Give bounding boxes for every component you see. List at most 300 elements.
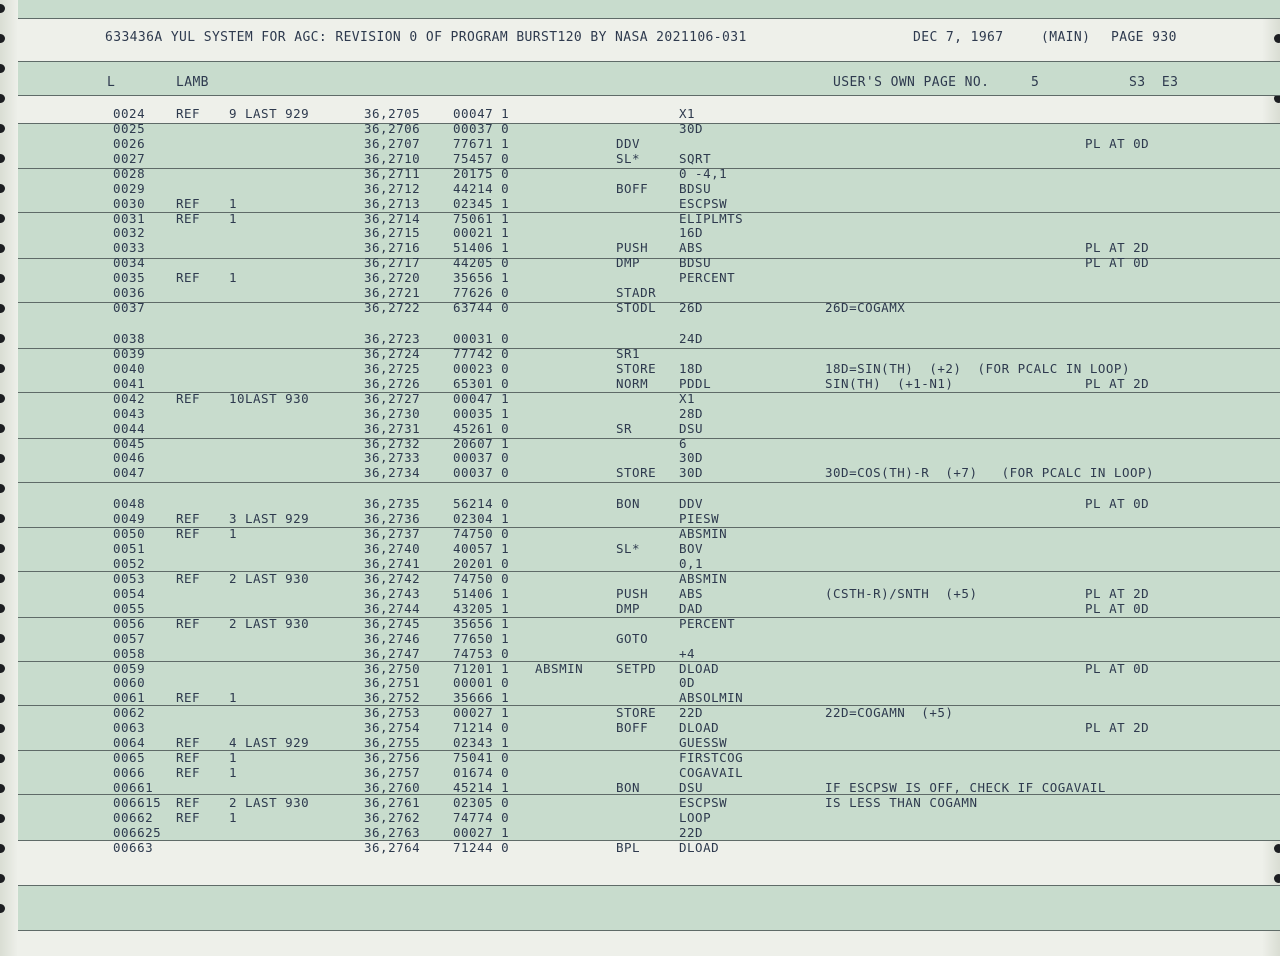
line-number: 0039 xyxy=(113,345,146,361)
octal-code: 74750 0 xyxy=(453,570,510,586)
push-list-note: PL AT 0D xyxy=(1085,496,1150,512)
listing-row xyxy=(0,465,1280,480)
address: 36,2746 xyxy=(364,630,421,646)
opcode: DDV xyxy=(616,135,641,151)
address: 36,2724 xyxy=(364,345,421,361)
line-number: 0031 xyxy=(113,210,146,226)
octal-code: 02343 1 xyxy=(453,735,510,751)
line-number: 0053 xyxy=(113,570,146,586)
address: 36,2733 xyxy=(364,450,421,466)
remark: 22D=COGAMN (+5) xyxy=(825,705,954,721)
address: 36,2727 xyxy=(364,390,421,406)
ref-count: 9 xyxy=(229,106,238,121)
octal-code: 00031 0 xyxy=(453,331,510,347)
address: 36,2714 xyxy=(364,210,421,226)
opcode: STODL xyxy=(616,300,657,316)
address: 36,2752 xyxy=(364,690,421,706)
operand: ABSMIN xyxy=(679,526,728,542)
push-list-note: PL AT 0D xyxy=(1085,255,1150,271)
ref-count: 1 xyxy=(229,526,238,542)
listing-date: DEC 7, 1967 xyxy=(913,30,1004,45)
operand: X1 xyxy=(679,390,696,406)
address: 36,2720 xyxy=(364,270,421,286)
ref-count: 2 xyxy=(229,794,238,810)
listing-row xyxy=(0,601,1280,616)
operand: DLOAD xyxy=(679,720,720,736)
octal-code: 56214 0 xyxy=(453,496,510,512)
push-list-note: PL AT 0D xyxy=(1085,660,1150,676)
push-list-note: PL AT 2D xyxy=(1085,585,1150,601)
ref-count: 1 xyxy=(229,765,238,781)
remark: (CSTH-R)/SNTH (+5) xyxy=(825,585,978,601)
line-number: 0046 xyxy=(113,450,146,466)
octal-code: 00027 1 xyxy=(453,705,510,721)
listing-row xyxy=(0,541,1280,556)
octal-code: 74774 0 xyxy=(453,809,510,825)
operand: 22D xyxy=(679,705,704,721)
octal-code: 00027 1 xyxy=(453,824,510,840)
ref-count: 1 xyxy=(229,809,238,825)
push-list-note: PL AT 2D xyxy=(1085,240,1150,256)
band-rule xyxy=(18,482,1280,483)
opcode: BOFF xyxy=(616,180,649,196)
listing-row xyxy=(0,616,1280,631)
ref-marker: REF xyxy=(176,210,201,226)
octal-code: 20201 0 xyxy=(453,556,510,572)
ref-count: 1 xyxy=(229,750,238,766)
octal-code: 71214 0 xyxy=(453,720,510,736)
octal-code: 51406 1 xyxy=(453,585,510,601)
octal-code: 44214 0 xyxy=(453,180,510,196)
line-number: 0024 xyxy=(113,106,146,121)
octal-code: 01674 0 xyxy=(453,765,510,781)
remark: 18D=SIN(TH) (+2) (FOR PCALC IN LOOP) xyxy=(825,360,1130,376)
listing-row xyxy=(0,765,1280,780)
operand: 26D xyxy=(679,300,704,316)
line-number: 0055 xyxy=(113,600,146,616)
opcode: STORE xyxy=(616,465,657,481)
address: 36,2743 xyxy=(364,585,421,601)
operand: ESCPSW xyxy=(679,195,728,211)
address: 36,2737 xyxy=(364,526,421,542)
operand: ABSOLMIN xyxy=(679,690,744,706)
octal-code: 43205 1 xyxy=(453,600,510,616)
line-number: 0065 xyxy=(113,750,146,766)
octal-code: 02345 1 xyxy=(453,195,510,211)
operand: COGAVAIL xyxy=(679,765,744,781)
operand: ABS xyxy=(679,585,704,601)
operand: LOOP xyxy=(679,809,712,825)
ref-marker: REF xyxy=(176,735,201,751)
push-list-note: PL AT 0D xyxy=(1085,600,1150,616)
opcode: BPL xyxy=(616,839,641,855)
octal-code: 00021 1 xyxy=(453,225,510,241)
remark: 30D=COS(TH)-R (+7) (FOR PCALC IN LOOP) xyxy=(825,465,1155,481)
address: 36,2731 xyxy=(364,420,421,436)
octal-code: 71244 0 xyxy=(453,839,510,855)
left-code: L xyxy=(107,75,116,90)
push-list-note: PL AT 2D xyxy=(1085,720,1150,736)
listing-row xyxy=(0,720,1280,735)
ref-marker: REF xyxy=(176,106,201,121)
operand: BOV xyxy=(679,541,704,557)
operand: ABSMIN xyxy=(679,570,728,586)
operand: DAD xyxy=(679,600,704,616)
octal-code: 00047 1 xyxy=(453,106,510,121)
address: 36,2750 xyxy=(364,660,421,676)
ref-marker: REF xyxy=(176,765,201,781)
line-number: 00661 xyxy=(113,779,154,795)
operand: DSU xyxy=(679,420,704,436)
line-number: 00663 xyxy=(113,839,154,855)
address: 36,2706 xyxy=(364,120,421,136)
octal-code: 71201 1 xyxy=(453,660,510,676)
octal-code: 20607 1 xyxy=(453,435,510,451)
ref-count: 4 xyxy=(229,735,238,751)
line-number: 0063 xyxy=(113,720,146,736)
band-rule xyxy=(18,95,1280,96)
listing-row xyxy=(0,406,1280,421)
octal-code: 75041 0 xyxy=(453,750,510,766)
operand: 30D xyxy=(679,120,704,136)
push-list-note: PL AT 2D xyxy=(1085,375,1150,391)
listing-row xyxy=(0,240,1280,255)
operand: PERCENT xyxy=(679,270,736,286)
line-number: 0058 xyxy=(113,645,146,661)
symbol-label: ABSMIN xyxy=(535,660,584,676)
octal-code: 00023 0 xyxy=(453,360,510,376)
last-page: LAST 929 xyxy=(245,511,310,527)
octal-code: 00037 0 xyxy=(453,120,510,136)
ref-count: 1 xyxy=(229,270,238,286)
address: 36,2723 xyxy=(364,331,421,347)
line-number: 0032 xyxy=(113,225,146,241)
listing-row xyxy=(0,646,1280,661)
last-page: LAST 930 xyxy=(245,390,310,406)
listing-row xyxy=(0,450,1280,465)
operand: PERCENT xyxy=(679,615,736,631)
listing-row xyxy=(0,840,1280,855)
address: 36,2753 xyxy=(364,705,421,721)
ref-count: 1 xyxy=(229,210,238,226)
address: 36,2741 xyxy=(364,556,421,572)
listing-row xyxy=(0,511,1280,526)
operand: SQRT xyxy=(679,150,712,166)
line-number: 0061 xyxy=(113,690,146,706)
operand: 24D xyxy=(679,331,704,347)
line-number: 0047 xyxy=(113,465,146,481)
operand: +4 xyxy=(679,645,696,661)
remark: IF ESCPSW IS OFF, CHECK IF COGAVAIL xyxy=(825,779,1106,795)
last-page: LAST 930 xyxy=(245,615,310,631)
listing-row xyxy=(0,810,1280,825)
listing-row xyxy=(0,526,1280,541)
opcode: BOFF xyxy=(616,720,649,736)
line-number: 0045 xyxy=(113,435,146,451)
line-number: 0042 xyxy=(113,390,146,406)
line-number: 0062 xyxy=(113,705,146,721)
opcode: DMP xyxy=(616,255,641,271)
address: 36,2754 xyxy=(364,720,421,736)
address: 36,2732 xyxy=(364,435,421,451)
address: 36,2764 xyxy=(364,839,421,855)
ref-marker: REF xyxy=(176,809,201,825)
octal-code: 00037 0 xyxy=(453,465,510,481)
listing-row xyxy=(0,225,1280,240)
ref-count: 2 xyxy=(229,615,238,631)
line-number: 0051 xyxy=(113,541,146,557)
listing-row xyxy=(0,750,1280,765)
address: 36,2734 xyxy=(364,465,421,481)
users-page-number: 5 xyxy=(1031,75,1040,90)
octal-code: 63744 0 xyxy=(453,300,510,316)
octal-code: 75061 1 xyxy=(453,210,510,226)
listing-row xyxy=(0,436,1280,451)
octal-code: 20175 0 xyxy=(453,165,510,181)
line-number: 0048 xyxy=(113,496,146,512)
listing-row xyxy=(0,780,1280,795)
listing-row xyxy=(0,496,1280,511)
opcode: BON xyxy=(616,779,641,795)
address: 36,2713 xyxy=(364,195,421,211)
listing-title: 633436A YUL SYSTEM FOR AGC: REVISION 0 OF PROGRAM BURST120 BY NASA 2021106-031 xyxy=(105,30,747,45)
octal-code: 77742 0 xyxy=(453,345,510,361)
address: 36,2751 xyxy=(364,675,421,691)
line-number: 0044 xyxy=(113,420,146,436)
address: 36,2716 xyxy=(364,240,421,256)
address: 36,2740 xyxy=(364,541,421,557)
octal-code: 51406 1 xyxy=(453,240,510,256)
listing-row xyxy=(0,631,1280,646)
opcode: DMP xyxy=(616,600,641,616)
octal-code: 44205 0 xyxy=(453,255,510,271)
line-number: 0028 xyxy=(113,165,146,181)
ref-marker: REF xyxy=(176,195,201,211)
line-number: 0052 xyxy=(113,556,146,572)
line-number: 0050 xyxy=(113,526,146,542)
address: 36,2705 xyxy=(364,106,421,121)
operand: DDV xyxy=(679,496,704,512)
listing-row xyxy=(0,151,1280,166)
opcode: STORE xyxy=(616,705,657,721)
octal-code: 02305 0 xyxy=(453,794,510,810)
operand: BDSU xyxy=(679,255,712,271)
listing-row xyxy=(0,255,1280,270)
line-number: 0057 xyxy=(113,630,146,646)
octal-code: 00037 0 xyxy=(453,450,510,466)
opcode: STORE xyxy=(616,360,657,376)
operand: 0 -4,1 xyxy=(679,165,728,181)
feed-hole xyxy=(1274,874,1280,883)
ref-marker: REF xyxy=(176,270,201,286)
listing-row xyxy=(0,705,1280,720)
listing-row xyxy=(0,795,1280,810)
line-number: 0033 xyxy=(113,240,146,256)
operand: 30D xyxy=(679,465,704,481)
green-band xyxy=(18,0,1280,18)
octal-code: 77650 1 xyxy=(453,630,510,646)
address: 36,2756 xyxy=(364,750,421,766)
line-number: 0060 xyxy=(113,675,146,691)
listing-row xyxy=(0,690,1280,705)
octal-code: 74753 0 xyxy=(453,645,510,661)
listing-row xyxy=(0,346,1280,361)
operand: 18D xyxy=(679,360,704,376)
listing-row xyxy=(0,675,1280,690)
opcode: PUSH xyxy=(616,585,649,601)
listing-row xyxy=(0,211,1280,226)
listing-row xyxy=(0,331,1280,346)
octal-code: 65301 0 xyxy=(453,375,510,391)
remark: SIN(TH) (+1-N1) xyxy=(825,375,954,391)
last-page: LAST 930 xyxy=(245,794,310,810)
listing-row xyxy=(0,166,1280,181)
operand: BDSU xyxy=(679,180,712,196)
line-number: 0027 xyxy=(113,150,146,166)
listing-row xyxy=(0,661,1280,676)
address: 36,2730 xyxy=(364,405,421,421)
opcode: GOTO xyxy=(616,630,649,646)
ref-marker: REF xyxy=(176,750,201,766)
line-number: 0037 xyxy=(113,300,146,316)
push-list-note: PL AT 0D xyxy=(1085,135,1150,151)
page-header xyxy=(0,30,1280,46)
ref-count: 2 xyxy=(229,570,238,586)
listing-row xyxy=(0,421,1280,436)
opcode: NORM xyxy=(616,375,649,391)
line-number: 0036 xyxy=(113,285,146,301)
line-number: 0029 xyxy=(113,180,146,196)
operand: FIRSTCOG xyxy=(679,750,744,766)
address: 36,2725 xyxy=(364,360,421,376)
address: 36,2762 xyxy=(364,809,421,825)
ref-marker: REF xyxy=(176,390,201,406)
address: 36,2717 xyxy=(364,255,421,271)
listing-row xyxy=(0,121,1280,136)
ref-count: 1 xyxy=(229,690,238,706)
octal-code: 35656 1 xyxy=(453,270,510,286)
opcode: SL* xyxy=(616,541,641,557)
listing-section: (MAIN) xyxy=(1041,30,1091,45)
line-number: 0041 xyxy=(113,375,146,391)
listing-row xyxy=(0,270,1280,285)
operand: 0,1 xyxy=(679,556,704,572)
line-number: 0049 xyxy=(113,511,146,527)
octal-code: 74750 0 xyxy=(453,526,510,542)
address: 36,2755 xyxy=(364,735,421,751)
ref-count: 1 xyxy=(229,195,238,211)
octal-code: 00001 0 xyxy=(453,675,510,691)
line-number: 0025 xyxy=(113,120,146,136)
green-band xyxy=(18,885,1280,931)
address: 36,2742 xyxy=(364,570,421,586)
opcode: SL* xyxy=(616,150,641,166)
feed-hole xyxy=(0,484,5,493)
ref-marker: REF xyxy=(176,526,201,542)
address: 36,2747 xyxy=(364,645,421,661)
listing-row xyxy=(0,106,1280,121)
line-number: 006615 xyxy=(113,794,162,810)
opcode: SETPD xyxy=(616,660,657,676)
ref-marker: REF xyxy=(176,690,201,706)
listing-row xyxy=(0,361,1280,376)
operand: DLOAD xyxy=(679,839,720,855)
operand: 0D xyxy=(679,675,696,691)
listing-row xyxy=(0,586,1280,601)
opcode: PUSH xyxy=(616,240,649,256)
line-number: 0034 xyxy=(113,255,146,271)
operand: PDDL xyxy=(679,375,712,391)
page-number: PAGE 930 xyxy=(1111,30,1177,45)
listing-row xyxy=(0,136,1280,151)
ref-marker: REF xyxy=(176,615,201,631)
operand: PIESW xyxy=(679,511,720,527)
feed-hole xyxy=(0,874,5,883)
address: 36,2745 xyxy=(364,615,421,631)
listing-row xyxy=(0,571,1280,586)
address: 36,2711 xyxy=(364,165,421,181)
listing-row xyxy=(0,300,1280,315)
octal-code: 77626 0 xyxy=(453,285,510,301)
listing-row xyxy=(0,285,1280,300)
address: 36,2761 xyxy=(364,794,421,810)
octal-code: 77671 1 xyxy=(453,135,510,151)
line-number: 0066 xyxy=(113,765,146,781)
remark: 26D=COGAMX xyxy=(825,300,906,316)
line-number: 00662 xyxy=(113,809,154,825)
ref-count: 10 xyxy=(229,390,246,406)
line-number: 0043 xyxy=(113,405,146,421)
line-number: 0059 xyxy=(113,660,146,676)
octal-code: 02304 1 xyxy=(453,511,510,527)
line-number: 0035 xyxy=(113,270,146,286)
section-tags: S3 E3 xyxy=(1129,75,1179,90)
operand: 22D xyxy=(679,824,704,840)
listing-row xyxy=(0,735,1280,750)
octal-code: 75457 0 xyxy=(453,150,510,166)
operand: ELIPLMTS xyxy=(679,210,744,226)
listing-row xyxy=(0,196,1280,211)
address: 36,2721 xyxy=(364,285,421,301)
address: 36,2760 xyxy=(364,779,421,795)
operand: GUESSW xyxy=(679,735,728,751)
operand: DLOAD xyxy=(679,660,720,676)
octal-code: 40057 1 xyxy=(453,541,510,557)
address: 36,2715 xyxy=(364,225,421,241)
ref-marker: REF xyxy=(176,570,201,586)
line-number: 0026 xyxy=(113,135,146,151)
operand: ESCPSW xyxy=(679,794,728,810)
operand: X1 xyxy=(679,106,696,121)
address: 36,2757 xyxy=(364,765,421,781)
octal-code: 45214 1 xyxy=(453,779,510,795)
last-page: LAST 929 xyxy=(245,735,310,751)
band-rule xyxy=(18,61,1280,62)
address: 36,2707 xyxy=(364,135,421,151)
line-number: 0054 xyxy=(113,585,146,601)
operand: DSU xyxy=(679,779,704,795)
address: 36,2735 xyxy=(364,496,421,512)
opcode: STADR xyxy=(616,285,657,301)
octal-code: 45261 0 xyxy=(453,420,510,436)
opcode: SR1 xyxy=(616,345,641,361)
octal-code: 00035 1 xyxy=(453,405,510,421)
address: 36,2712 xyxy=(364,180,421,196)
line-number: 0056 xyxy=(113,615,146,631)
opcode: SR xyxy=(616,420,633,436)
operand: 16D xyxy=(679,225,704,241)
remark: IS LESS THAN COGAMN xyxy=(825,794,978,810)
